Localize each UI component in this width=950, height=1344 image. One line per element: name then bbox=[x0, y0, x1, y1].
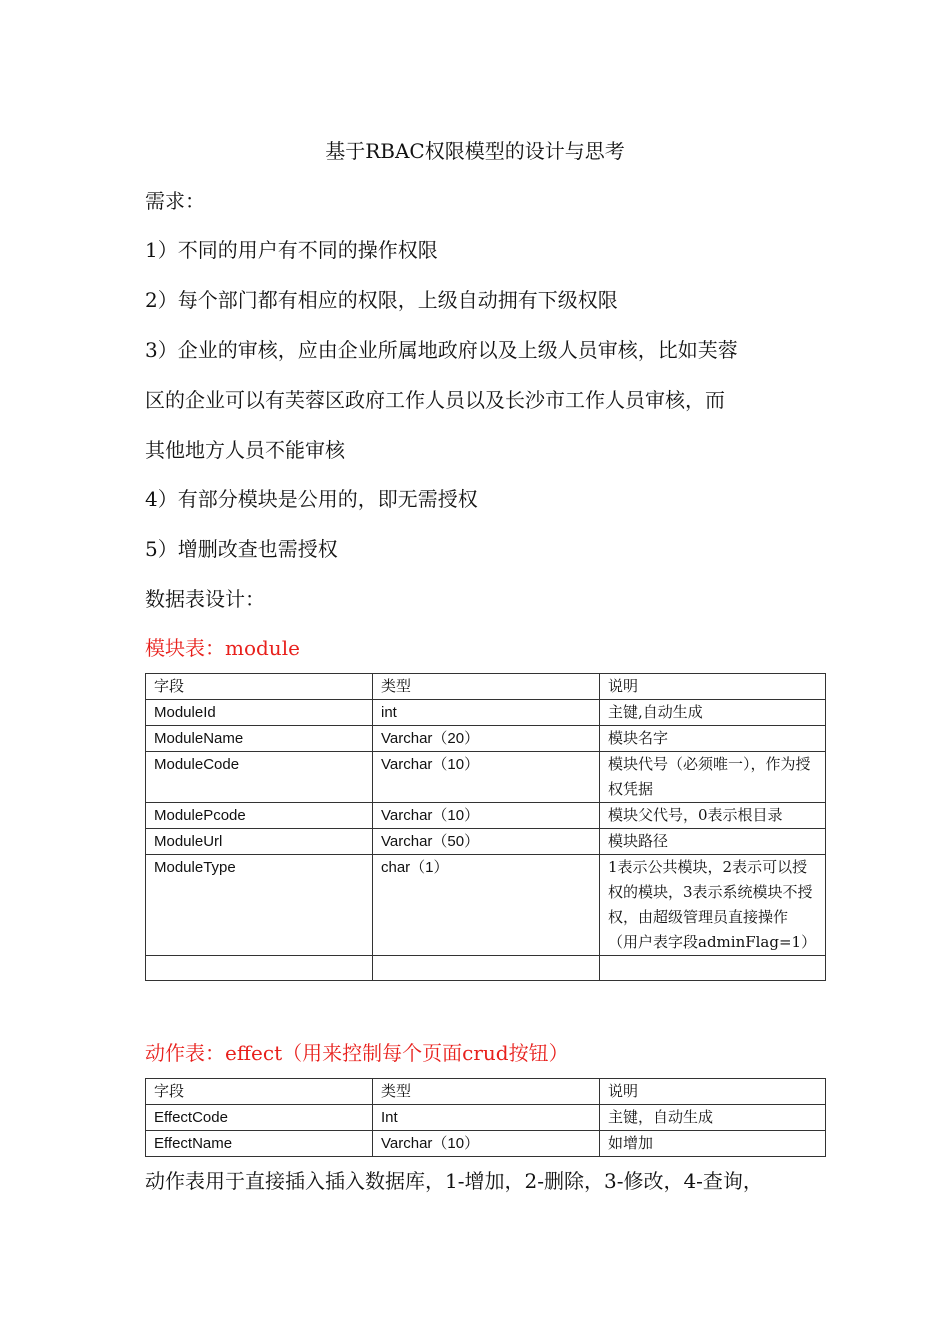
effect-table-heading: 动作表：effect（用来控制每个页面crud按钮） bbox=[145, 1041, 569, 1065]
table-design-heading: 数据表设计： bbox=[145, 587, 265, 611]
table-row bbox=[146, 956, 826, 981]
type-cell: char（1） bbox=[373, 855, 600, 956]
table-row bbox=[146, 855, 826, 956]
description-cell: 如增加 bbox=[600, 1131, 826, 1157]
requirement-3-line-3: 其他地方人员不能审核 bbox=[145, 438, 345, 462]
module-table-heading: 模块表：module bbox=[145, 636, 300, 660]
table-row bbox=[146, 752, 826, 803]
description-cell: 主键,自动生成 bbox=[600, 700, 826, 726]
field-cell: ModuleType bbox=[146, 855, 373, 956]
description-cell: 模块名字 bbox=[600, 726, 826, 752]
requirement-5: 5）增删改查也需授权 bbox=[145, 537, 338, 561]
type-cell: Varchar（50） bbox=[373, 829, 600, 855]
description-cell: 模块父代号，0表示根目录 bbox=[600, 803, 826, 829]
description-cell: 1表示公共模块，2表示可以授权的模块，3表示系统模块不授权，由超级管理员直接操作（用户表字段adminFlag=1） bbox=[600, 855, 826, 956]
header-cell-description: 说明 bbox=[600, 674, 826, 700]
description-cell bbox=[600, 956, 826, 981]
header-cell-type: 类型 bbox=[373, 1079, 600, 1105]
type-cell: Varchar（10） bbox=[373, 803, 600, 829]
header-cell-description: 说明 bbox=[600, 1079, 826, 1105]
requirement-3-line-2: 区的企业可以有芙蓉区政府工作人员以及长沙市工作人员审核，而 bbox=[145, 388, 725, 412]
field-cell: ModuleName bbox=[146, 726, 373, 752]
type-cell: Varchar（20） bbox=[373, 726, 600, 752]
requirement-1: 1）不同的用户有不同的操作权限 bbox=[145, 238, 438, 262]
field-cell bbox=[146, 956, 373, 981]
field-cell: ModuleCode bbox=[146, 752, 373, 803]
type-cell: Varchar（10） bbox=[373, 1131, 600, 1157]
document-title: 基于RBAC权限模型的设计与思考 bbox=[325, 139, 625, 163]
header-cell-field: 字段 bbox=[146, 674, 373, 700]
requirement-2: 2）每个部门都有相应的权限，上级自动拥有下级权限 bbox=[145, 288, 618, 312]
table-row bbox=[146, 1131, 826, 1157]
table-row bbox=[146, 726, 826, 752]
field-cell: ModuleUrl bbox=[146, 829, 373, 855]
table-row bbox=[146, 700, 826, 726]
field-cell: ModulePcode bbox=[146, 803, 373, 829]
effect-table bbox=[145, 1078, 826, 1157]
header-cell-field: 字段 bbox=[146, 1079, 373, 1105]
module-table bbox=[145, 673, 826, 981]
description-cell: 主键，自动生成 bbox=[600, 1105, 826, 1131]
requirements-heading: 需求： bbox=[145, 189, 205, 213]
type-cell: Int bbox=[373, 1105, 600, 1131]
requirement-3-line-1: 3）企业的审核，应由企业所属地政府以及上级人员审核，比如芙蓉 bbox=[145, 338, 738, 362]
table-header-row bbox=[146, 674, 826, 700]
type-cell bbox=[373, 956, 600, 981]
field-cell: EffectCode bbox=[146, 1105, 373, 1131]
description-cell: 模块代号（必须唯一），作为授权凭据 bbox=[600, 752, 826, 803]
table-row bbox=[146, 1105, 826, 1131]
type-cell: Varchar（10） bbox=[373, 752, 600, 803]
requirement-4: 4）有部分模块是公用的，即无需授权 bbox=[145, 487, 478, 511]
field-cell: ModuleId bbox=[146, 700, 373, 726]
table-row bbox=[146, 803, 826, 829]
description-cell: 模块路径 bbox=[600, 829, 826, 855]
field-cell: EffectName bbox=[146, 1131, 373, 1157]
type-cell: int bbox=[373, 700, 600, 726]
table-header-row bbox=[146, 1079, 826, 1105]
header-cell-type: 类型 bbox=[373, 674, 600, 700]
effect-table-note: 动作表用于直接插入插入数据库，1-增加，2-删除，3-修改，4-查询， bbox=[145, 1169, 763, 1193]
table-row bbox=[146, 829, 826, 855]
